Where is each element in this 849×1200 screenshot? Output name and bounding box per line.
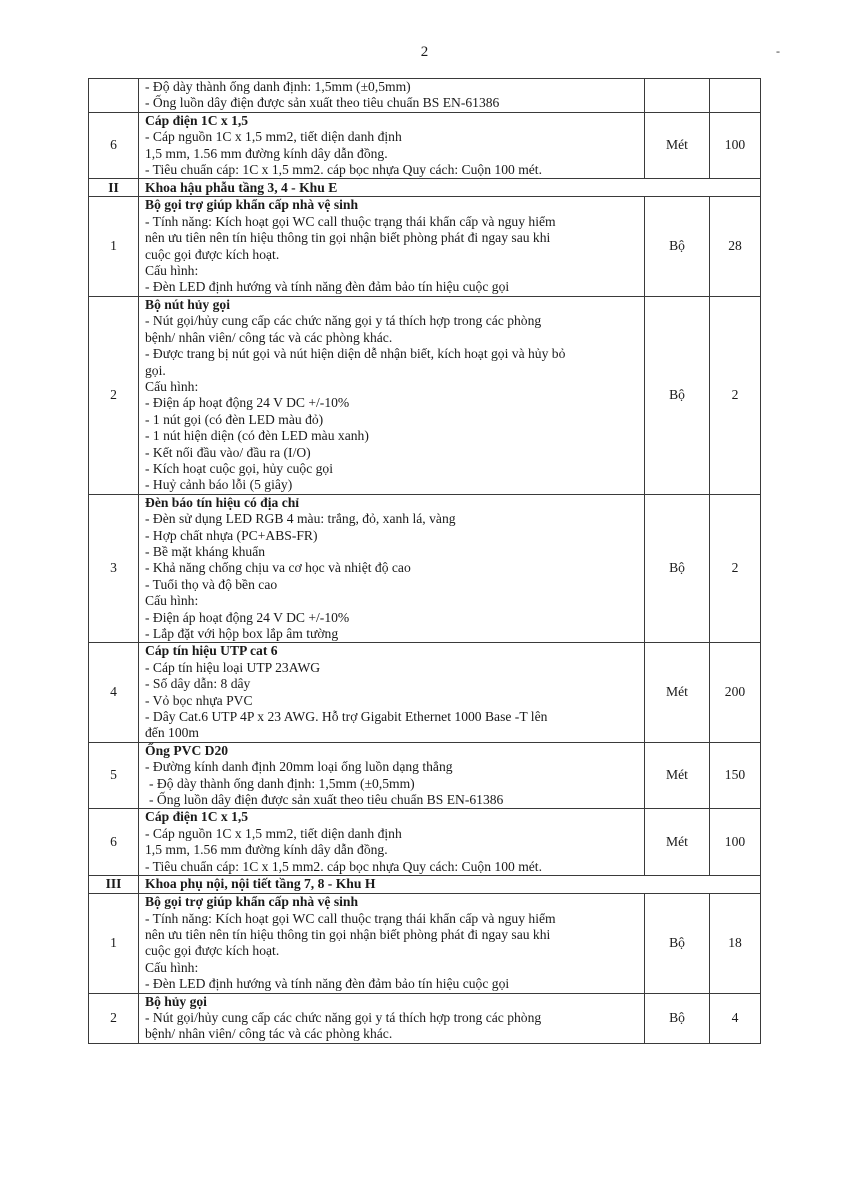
spec-line: - Đèn LED định hướng và tính năng đèn đảm bảo tín hiệu cuộc gọi: [145, 976, 510, 992]
item-quantity: 100: [710, 112, 761, 179]
item-number: 2: [89, 296, 139, 494]
section-row: [89, 179, 761, 197]
item-unit: Mét: [645, 112, 710, 179]
spec-line: - Đèn LED định hướng và tính năng đèn đảm bảo tín hiệu cuộc gọi: [145, 279, 510, 295]
spec-line: gọi.: [145, 362, 166, 378]
spec-line: - Bề mặt kháng khuẩn: [145, 543, 266, 559]
spec-line: Cấu hình:: [145, 263, 199, 279]
spec-line: 1,5 mm, 1.56 mm đường kính dây dẫn đồng.: [145, 842, 388, 858]
item-quantity: 200: [710, 643, 761, 742]
spec-line: - Độ dày thành ống danh định: 1,5mm (±0,5mm): [145, 79, 411, 94]
item-description: [139, 296, 645, 494]
item-title: Bộ gọi trợ giúp khẩn cấp nhà vệ sinh: [145, 197, 359, 213]
item-description: [139, 112, 645, 179]
page-number: 2: [420, 44, 429, 60]
item-quantity: 28: [710, 197, 761, 296]
item-unit: Bộ: [645, 993, 710, 1043]
item-number: 1: [89, 197, 139, 296]
spec-line: bệnh/ nhân viên/ công tác và các phòng khác.: [145, 329, 393, 345]
spec-line: - Đường kính danh định 20mm loại ống luồn dạng thẳng: [145, 759, 453, 775]
spec-line: nên ưu tiên nên tín hiệu thông tin gọi nhận biết phòng phát đi ngay sau khi: [145, 230, 551, 246]
item-description: [139, 894, 645, 993]
spec-line: cuộc gọi được kích hoạt.: [145, 246, 280, 262]
item-description: [139, 809, 645, 876]
item-row: [89, 79, 761, 113]
item-quantity: 100: [710, 809, 761, 876]
spec-line: bệnh/ nhân viên/ công tác và các phòng khác.: [145, 1026, 393, 1042]
item-title: Bộ gọi trợ giúp khẩn cấp nhà vệ sinh: [145, 894, 359, 910]
section-title: Khoa hậu phẫu tầng 3, 4 - Khu E: [139, 179, 761, 197]
spec-line: - Tiêu chuẩn cáp: 1C x 1,5 mm2. cáp bọc nhựa Quy cách: Cuộn 100 mét.: [145, 162, 542, 178]
item-title: Cáp tín hiệu UTP cat 6: [145, 643, 278, 659]
item-description: [139, 643, 645, 742]
item-title: Cáp điện 1C x 1,5: [145, 809, 249, 825]
item-unit: Bộ: [645, 494, 710, 643]
spec-line: - Cáp nguồn 1C x 1,5 mm2, tiết diện danh định: [145, 825, 402, 841]
spec-line: - Hợp chất nhựa (PC+ABS-FR): [145, 527, 318, 543]
spec-line: nên ưu tiên nên tín hiệu thông tin gọi nhận biết phòng phát đi ngay sau khi: [145, 926, 551, 942]
section-number: II: [89, 179, 139, 197]
section-number: III: [89, 876, 139, 894]
item-unit: [645, 79, 710, 113]
item-number: 6: [89, 809, 139, 876]
item-row: [89, 809, 761, 876]
item-quantity: 2: [710, 494, 761, 643]
item-description: [139, 79, 645, 113]
spec-line: - Kết nối đầu vào/ đầu ra (I/O): [145, 444, 311, 460]
spec-line: - Vỏ bọc nhựa PVC: [145, 692, 253, 708]
item-unit: Bộ: [645, 894, 710, 993]
item-row: [89, 643, 761, 742]
item-title: Bộ nút hủy gọi: [145, 296, 230, 312]
item-quantity: 150: [710, 742, 761, 809]
spec-line: - Đèn sử dụng LED RGB 4 màu: trắng, đỏ, xanh lá, vàng: [145, 511, 456, 527]
equipment-spec-table: [88, 78, 761, 1044]
section-row: [89, 876, 761, 894]
item-quantity: [710, 79, 761, 113]
item-unit: Bộ: [645, 296, 710, 494]
item-title: Đèn báo tín hiệu có địa chỉ: [145, 494, 300, 510]
item-number: 2: [89, 993, 139, 1043]
spec-line: Cấu hình:: [145, 959, 199, 975]
spec-line: Cấu hình:: [145, 378, 199, 394]
spec-line: - Kích hoạt cuộc gọi, hủy cuộc gọi: [145, 460, 333, 476]
spec-line: - Ống luồn dây điện được sản xuất theo tiêu chuẩn BS EN-61386: [145, 95, 500, 111]
item-description: [139, 494, 645, 643]
spec-line: - Tính năng: Kích hoạt gọi WC call thuộc trạng thái khẩn cấp và nguy hiểm: [145, 910, 556, 926]
item-description: [139, 742, 645, 809]
item-row: [89, 894, 761, 993]
section-title: Khoa phụ nội, nội tiết tầng 7, 8 - Khu H: [139, 876, 761, 894]
item-quantity: 4: [710, 993, 761, 1043]
spec-line: - Số dây dẫn: 8 dây: [145, 676, 251, 692]
spec-line: - Khả năng chống chịu va cơ học và nhiệt độ cao: [145, 560, 411, 576]
item-quantity: 18: [710, 894, 761, 993]
item-row: [89, 197, 761, 296]
spec-line: 1,5 mm, 1.56 mm đường kính dây dẫn đồng.: [145, 145, 388, 161]
item-unit: Mét: [645, 742, 710, 809]
spec-line: - Ống luồn dây điện được sản xuất theo tiêu chuẩn BS EN-61386: [149, 792, 504, 808]
item-description: [139, 197, 645, 296]
item-number: 5: [89, 742, 139, 809]
item-number: [89, 79, 139, 113]
item-number: 6: [89, 112, 139, 179]
spec-line: - Cáp nguồn 1C x 1,5 mm2, tiết diện danh định: [145, 129, 402, 145]
spec-line: - Điện áp hoạt động 24 V DC +/-10%: [145, 395, 350, 411]
spec-line: - Nút gọi/hủy cung cấp các chức năng gọi y tá thích hợp trong các phòng: [145, 313, 542, 329]
spec-line: - Tính năng: Kích hoạt gọi WC call thuộc trạng thái khẩn cấp và nguy hiểm: [145, 213, 556, 229]
spec-table-body: [89, 79, 761, 1044]
spec-line: - Lắp đặt với hộp box lắp âm tường: [145, 626, 339, 641]
spec-line: - Cáp tín hiệu loại UTP 23AWG: [145, 659, 321, 675]
item-unit: Mét: [645, 643, 710, 742]
item-number: 1: [89, 894, 139, 993]
item-number: 4: [89, 643, 139, 742]
spec-line: - 1 nút hiện diện (có đèn LED màu xanh): [145, 428, 369, 444]
spec-line: - Điện áp hoạt động 24 V DC +/-10%: [145, 609, 350, 625]
item-title: Bộ hủy gọi: [145, 993, 207, 1009]
item-number: 3: [89, 494, 139, 643]
spec-line: - Tiêu chuẩn cáp: 1C x 1,5 mm2. cáp bọc nhựa Quy cách: Cuộn 100 mét.: [145, 858, 542, 874]
spec-line: - 1 nút gọi (có đèn LED màu đỏ): [145, 411, 324, 427]
spec-line: đến 100m: [145, 725, 199, 741]
spec-line: - Huỷ cảnh báo lỗi (5 giây): [145, 477, 293, 493]
item-title: Cáp điện 1C x 1,5: [145, 112, 249, 128]
spec-line: - Nút gọi/hủy cung cấp các chức năng gọi y tá thích hợp trong các phòng: [145, 1009, 542, 1025]
spec-line: - Độ dày thành ống danh định: 1,5mm (±0,5mm): [149, 775, 415, 791]
spec-line: cuộc gọi được kích hoạt.: [145, 943, 280, 959]
spec-line: Cấu hình:: [145, 593, 199, 609]
item-row: [89, 296, 761, 494]
spec-line: - Tuổi thọ và độ bền cao: [145, 576, 278, 592]
item-row: [89, 494, 761, 643]
item-row: [89, 742, 761, 809]
item-quantity: 2: [710, 296, 761, 494]
spec-line: - Dây Cat.6 UTP 4P x 23 AWG. Hỗ trợ Gigabit Ethernet 1000 Base -T lên: [145, 709, 548, 725]
spec-line: - Được trang bị nút gọi và nút hiện diện dễ nhận biết, kích hoạt gọi và hủy bỏ: [145, 346, 566, 362]
item-unit: Mét: [645, 809, 710, 876]
item-row: [89, 112, 761, 179]
corner-mark: -: [776, 44, 780, 58]
item-unit: Bộ: [645, 197, 710, 296]
item-row: [89, 993, 761, 1043]
item-title: Ống PVC D20: [145, 742, 229, 758]
item-description: [139, 993, 645, 1043]
